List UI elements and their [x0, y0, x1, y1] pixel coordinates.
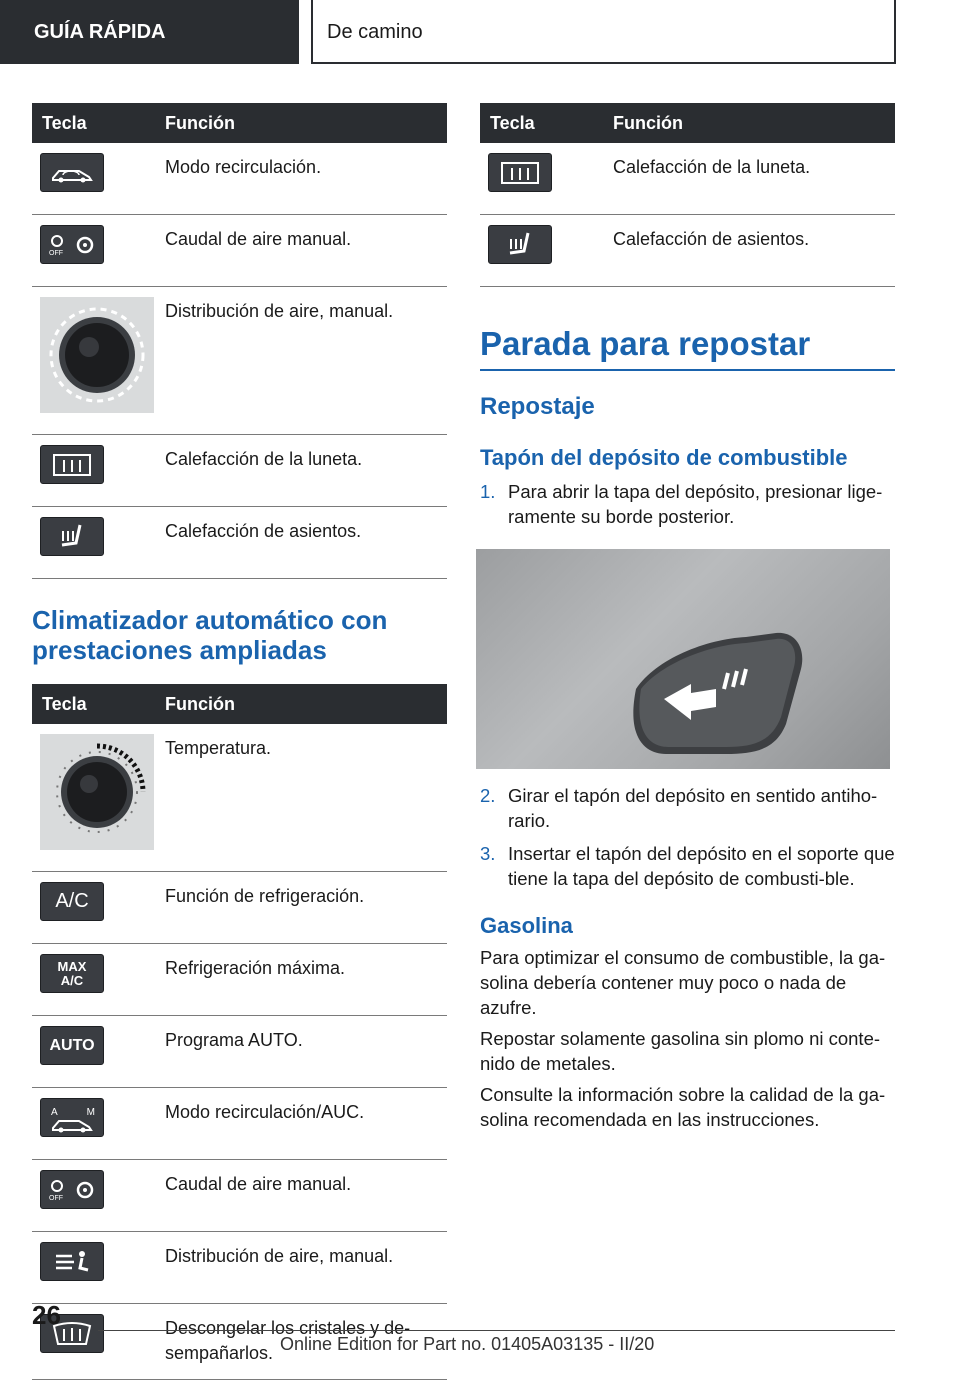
key-table-2 [32, 684, 447, 1380]
table-row [32, 1016, 447, 1088]
max-ac-icon [40, 954, 104, 993]
table-row [32, 215, 447, 287]
list-item [480, 783, 895, 833]
recirculation-icon [40, 153, 104, 192]
step-text: Insertar el tapón del depósito en el soporte que tiene la tapa del depósito de combusti-ble. [508, 843, 895, 889]
function-text: Modo recirculación/AUC. [165, 1088, 447, 1160]
fan-off-icon [40, 225, 104, 264]
rear-defrost-icon [488, 153, 552, 192]
table-row [32, 507, 447, 579]
th-key: Tecla [32, 684, 165, 724]
temperature-knob-icon [40, 734, 154, 850]
table-row [32, 1232, 447, 1304]
step-number: 3. [480, 843, 496, 864]
footer-divider [98, 1330, 895, 1331]
list-item [480, 479, 895, 529]
step-number: 2. [480, 785, 496, 806]
function-text: Refrigeración máxima. [165, 944, 447, 1016]
function-text: Caudal de aire manual. [165, 1160, 447, 1232]
climate-section-title: Climatizador automático con prestaciones ampliadas [32, 605, 388, 665]
ac-icon-label: A/C [55, 890, 89, 912]
edition-text: Online Edition for Part no. 01405A03135 - II/20 [280, 1334, 655, 1354]
function-text: Caudal de aire manual. [165, 215, 447, 287]
function-text: Descongelar los cristales y de-sempañarlos. [165, 1304, 447, 1380]
step-text: Girar el tapón del depósito en sentido antiho-rario. [508, 785, 878, 831]
table-row [480, 143, 895, 215]
table-row [32, 1088, 447, 1160]
function-text: Calefacción de la luneta. [613, 143, 895, 215]
table-row [32, 872, 447, 944]
table-row [32, 143, 447, 215]
page-number: 26 [32, 1300, 61, 1330]
fan-off-icon [40, 1170, 104, 1209]
key-table-3 [480, 103, 895, 287]
auc-label-a: A [51, 1107, 58, 1118]
th-function: Función [613, 103, 895, 143]
header-chapter: De camino [311, 0, 896, 64]
seat-heating-icon [488, 225, 552, 264]
function-text: Función de refrigeración. [165, 872, 447, 944]
th-key: Tecla [32, 103, 165, 143]
air-distribution-knob-icon [40, 297, 154, 413]
max-ac-top-label: MAX [57, 958, 87, 974]
function-text: Modo recirculación. [165, 143, 447, 215]
air-distribution-icon [40, 1242, 104, 1281]
table-row [32, 724, 447, 872]
header-section: GUÍA RÁPIDA [0, 0, 299, 64]
auto-icon-label: AUTO [49, 1037, 95, 1054]
table-row [32, 944, 447, 1016]
function-text: Programa AUTO. [165, 1016, 447, 1088]
table-row [32, 435, 447, 507]
seat-heating-icon [40, 517, 104, 556]
function-text: Calefacción de asientos. [165, 507, 447, 579]
table-row [32, 1160, 447, 1232]
step-number: 1. [480, 481, 496, 502]
table-row [480, 215, 895, 287]
ac-icon [40, 882, 104, 921]
list-item [480, 841, 895, 891]
th-function: Función [165, 103, 447, 143]
th-function: Función [165, 684, 447, 724]
right-column [480, 103, 895, 1132]
auc-label-m: M [86, 1107, 95, 1118]
th-key: Tecla [480, 103, 613, 143]
svg-text:OFF: OFF [49, 249, 63, 257]
petrol-paragraph: Consulte la información sobre la calidad de la ga-solina recomendada en las instrucciones. [480, 1084, 886, 1130]
auto-icon [40, 1026, 104, 1065]
petrol-paragraph: Para optimizar el consumo de combustible, la ga-solina debería contener muy poco o nada de azufre. [480, 947, 886, 1018]
fuel-flap-image [476, 549, 890, 769]
left-column [32, 103, 447, 1380]
petrol-title: Gasolina [480, 913, 573, 938]
max-ac-bottom-label: A/C [60, 972, 84, 988]
svg-text:OFF: OFF [49, 1194, 63, 1202]
fuel-cap-title: Tapón del depósito de combustible [480, 445, 848, 470]
table-row [32, 287, 447, 435]
key-table-1 [32, 103, 447, 579]
function-text: Calefacción de la luneta. [165, 435, 447, 507]
recirculation-auc-icon [40, 1098, 104, 1137]
function-text: Calefacción de asientos. [613, 215, 895, 287]
petrol-paragraph: Repostar solamente gasolina sin plomo ni conte-nido de metales. [480, 1028, 881, 1074]
refuel-title: Parada para repostar [480, 325, 895, 371]
function-text: Temperatura. [165, 724, 447, 872]
refuel-subtitle: Repostaje [480, 393, 595, 420]
rear-defrost-icon [40, 445, 104, 484]
function-text: Distribución de aire, manual. [165, 1232, 447, 1304]
step-text: Para abrir la tapa del depósito, presionar lige-ramente su borde posterior. [508, 481, 883, 527]
function-text: Distribución de aire, manual. [165, 287, 447, 435]
